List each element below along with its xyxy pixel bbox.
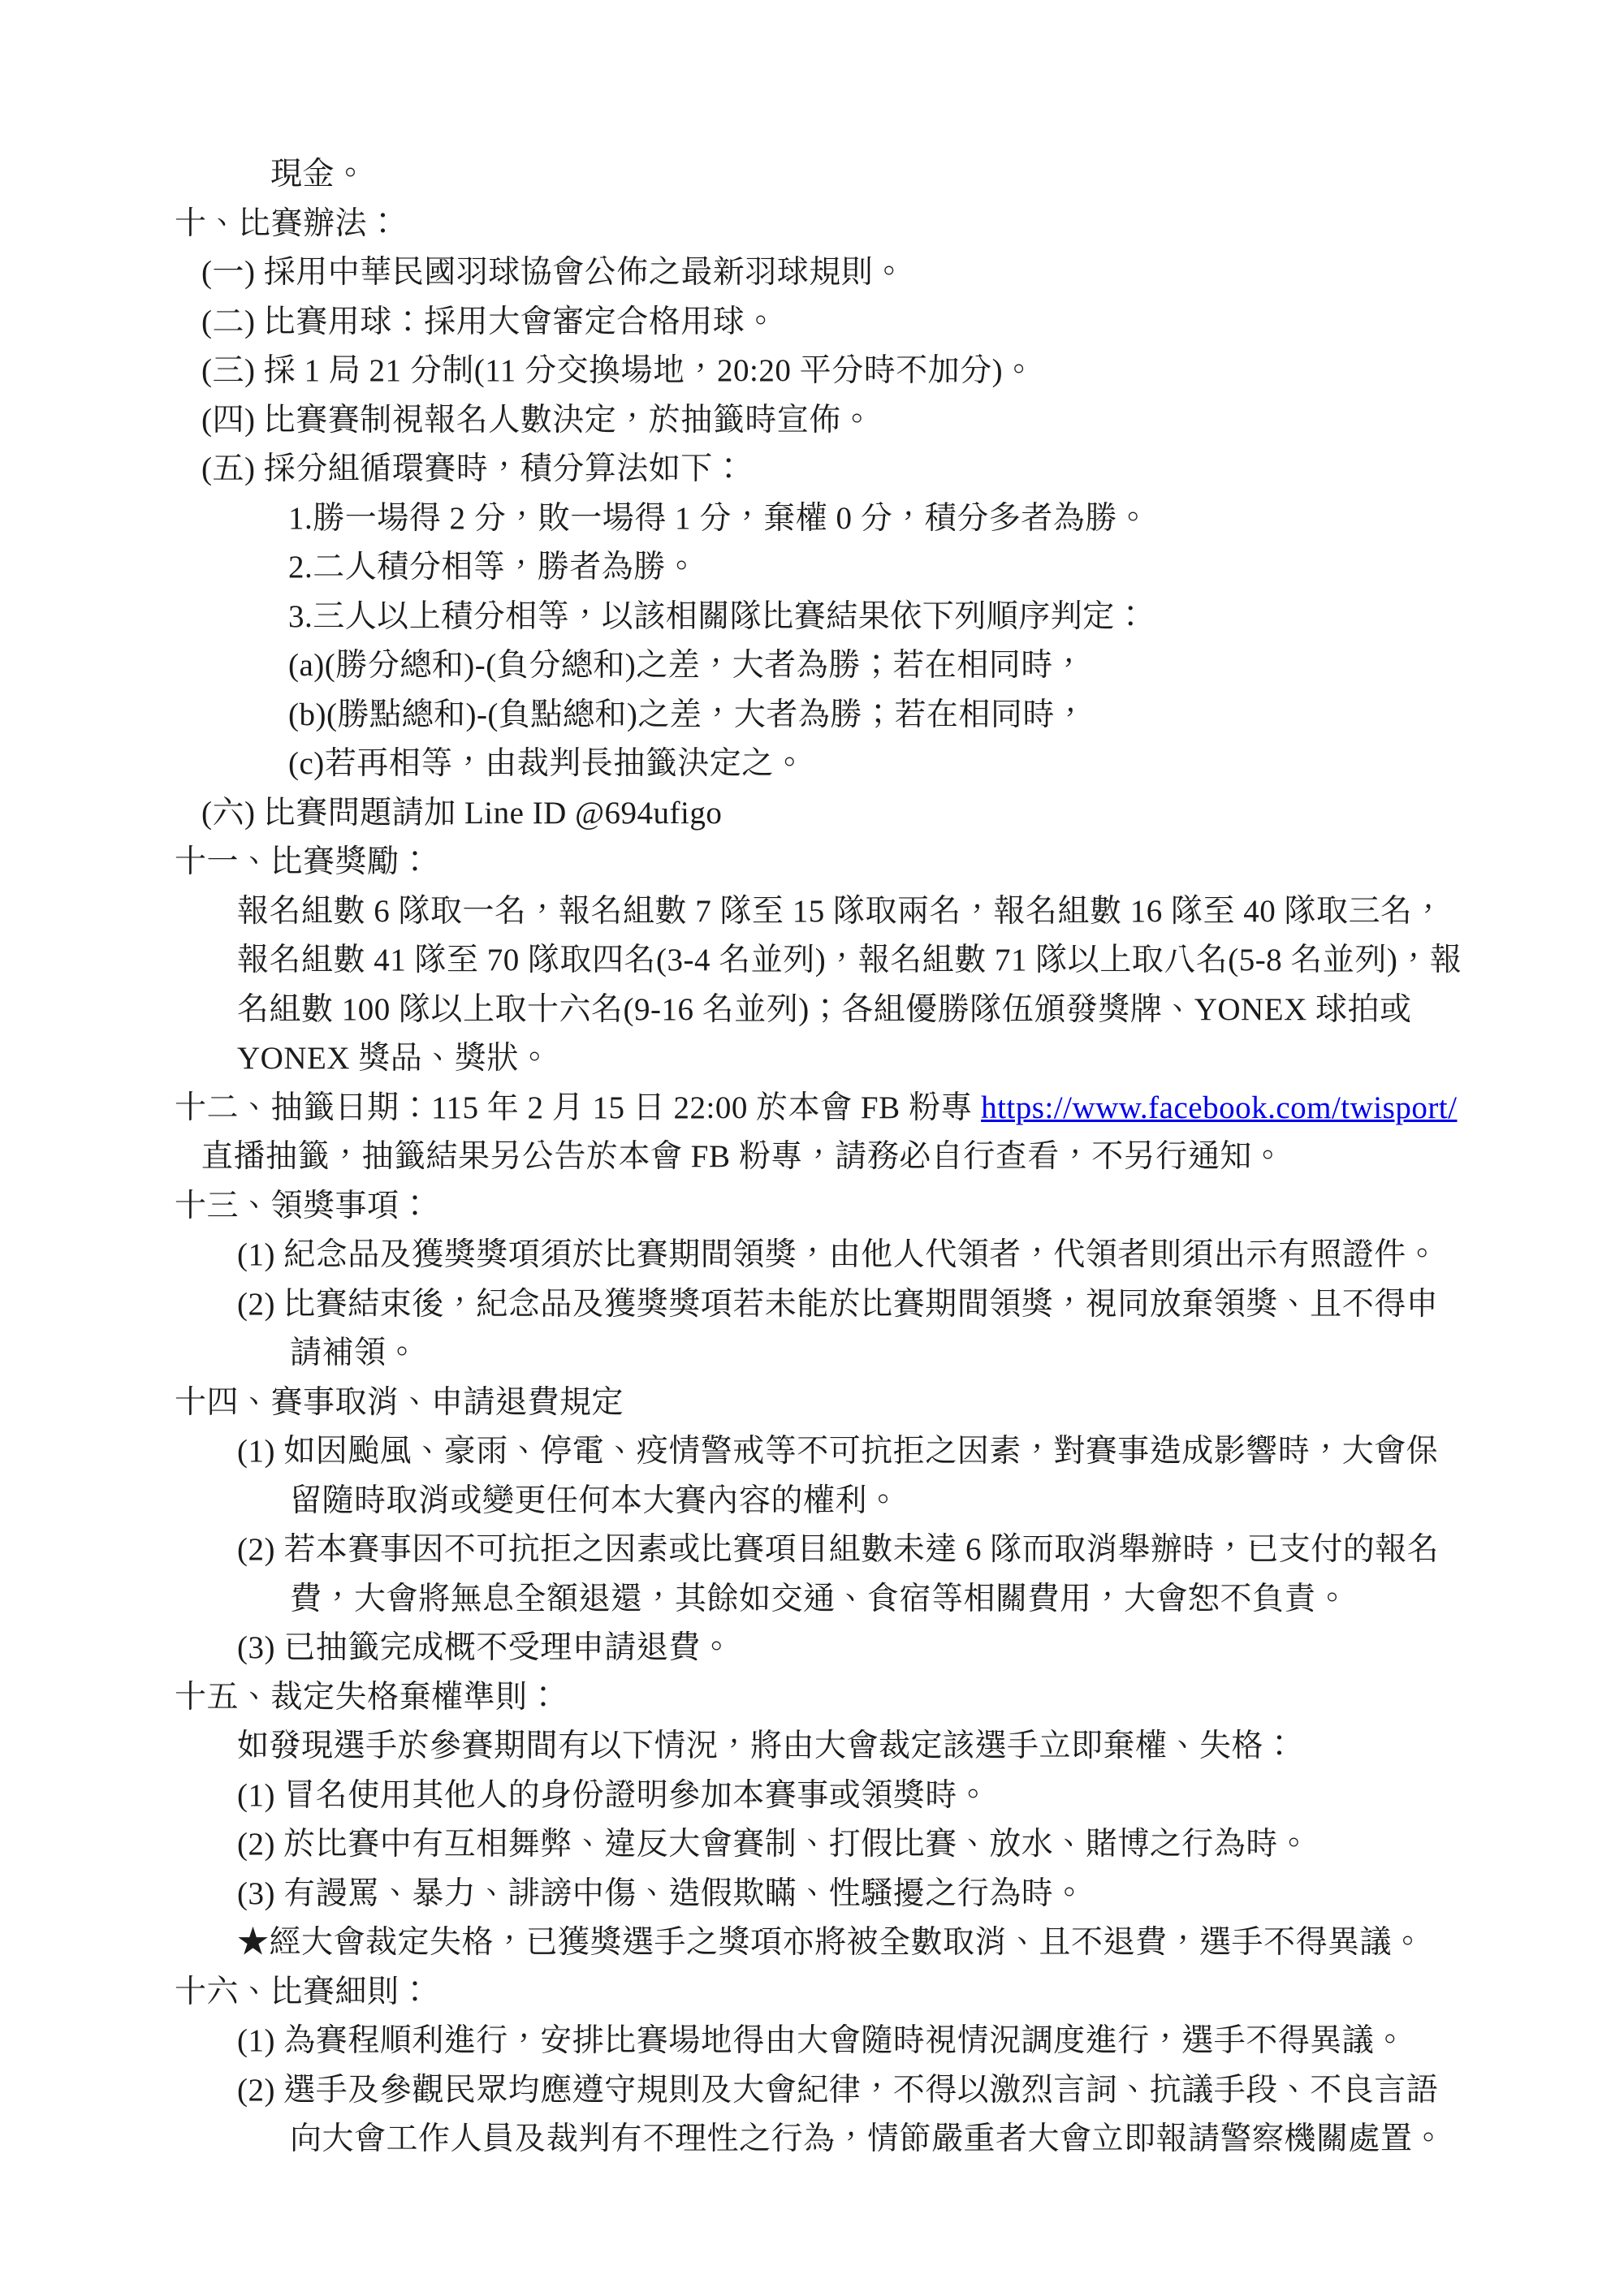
sec15-item-3: (3) 有謾罵、暴力、誹謗中傷、造假欺瞞、性騷擾之行為時。	[237, 1875, 1086, 1911]
sec10-item-1: (一) 採用中華民國羽球協會公佈之最新羽球規則。	[201, 255, 905, 290]
sec16-item-2-cont: 向大會工作人員及裁判有不理性之行為，情節嚴重者大會立即報請警察機關處置。	[290, 2121, 1445, 2156]
sec11-para-line-2: 報名組數 41 隊至 70 隊取四名(3-4 名並列)，報名組數 71 隊以上取八名(5-8 名並列)，報	[237, 943, 1462, 978]
sec15-heading: 十五、裁定失格棄權準則：	[175, 1679, 560, 1715]
sec10-item5-rule-3: 3.三人以上積分相等，以該相關隊比賽結果依下列順序判定：	[288, 598, 1147, 634]
sec12-heading-line	[0, 1084, 1624, 1133]
sec13-item-1: (1) 紀念品及獲獎獎項須於比賽期間領獎，由他人代領者，代領者則須出示有照證件。	[237, 1237, 1439, 1272]
sec10-item-4: (四) 比賽賽制視報名人數決定，於抽籤時宣佈。	[201, 402, 874, 438]
sec13-item-2: (2) 比賽結束後，紀念品及獲獎獎項若未能於比賽期間領獎，視同放棄領獎、且不得申	[237, 1286, 1439, 1322]
sec15-intro-line: 如發現選手於參賽期間有以下情況，將由大會裁定該選手立即棄權、失格：	[237, 1728, 1296, 1763]
sec10-item5-rule-3a: (a)(勝分總和)-(負分總和)之差，大者為勝；若在相同時，	[288, 648, 1086, 683]
sec16-item-1: (1) 為賽程順利進行，安排比賽場地得由大會隨時視情況調度進行，選手不得異議。	[237, 2023, 1406, 2058]
sec10-heading: 十、比賽辦法：	[175, 205, 400, 241]
cash-continuation-line: 現金。	[270, 157, 367, 192]
sec10-item5-rule-3b: (b)(勝點總和)-(負點總和)之差，大者為勝；若在相同時，	[288, 697, 1087, 732]
sec10-item5-rule-2: 2.二人積分相等，勝者為勝。	[288, 550, 698, 585]
sec15-item-1: (1) 冒名使用其他人的身份證明參加本賽事或領獎時。	[237, 1777, 990, 1813]
sec10-item5-rule-1: 1.勝一場得 2 分，敗一場得 1 分，棄權 0 分，積分多者為勝。	[288, 500, 1150, 536]
sec13-item-2-cont: 請補領。	[290, 1336, 419, 1370]
sec11-para-line-1: 報名組數 6 隊取一名，報名組數 7 隊至 15 隊取兩名，報名組數 16 隊至 40 隊取三名，	[237, 893, 1445, 929]
sec14-item-2: (2) 若本賽事因不可抗拒之因素或比賽項目組數未達 6 隊而取消舉辦時，已支付的報名	[237, 1532, 1440, 1567]
facebook-link[interactable]: https://www.facebook.com/twisport/	[981, 1090, 1458, 1125]
sec15-star-note: ★經大會裁定失格，已獲獎選手之獎項亦將被全數取消、且不退費，選手不得異議。	[237, 1925, 1424, 1960]
sec10-item-6: (六) 比賽問題請加 Line ID @694ufigo	[201, 795, 723, 831]
sec13-heading: 十三、領獎事項：	[175, 1188, 432, 1224]
sec11-para-line-3: 名組數 100 隊以上取十六名(9-16 名並列)；各組優勝隊伍頒發獎牌、YONEX 球拍或	[237, 991, 1412, 1027]
sec11-heading: 十一、比賽獎勵：	[175, 844, 432, 879]
sec15-item-2: (2) 於比賽中有互相舞弊、違反大會賽制、打假比賽、放水、賭博之行為時。	[237, 1827, 1311, 1862]
sec12-heading-text: 十二、抽籤日期：115 年 2 月 15 日 22:00 於本會 FB 粉專	[175, 1090, 982, 1125]
sec14-item-2-cont: 費，大會將無息全額退還，其餘如交通、食宿等相關費用，大會恕不負責。	[290, 1581, 1349, 1616]
sec10-item5-rule-3c: (c)若再相等，由裁判長抽籤決定之。	[288, 746, 806, 781]
sec10-item-5: (五) 採分組循環賽時，積分算法如下：	[201, 451, 745, 486]
sec12-continuation-line: 直播抽籤，抽籤結果另公告於本會 FB 粉專，請務必自行查看，不另行通知。	[201, 1139, 1285, 1174]
sec10-item-3: (三) 採 1 局 21 分制(11 分交換場地，20:20 平分時不加分)。	[201, 353, 1035, 388]
sec11-para-line-4: YONEX 獎品、獎狀。	[237, 1041, 551, 1076]
sec16-heading: 十六、比賽細則：	[175, 1974, 432, 2009]
sec14-item-1-cont: 留隨時取消或變更任何本大賽內容的權利。	[290, 1482, 900, 1518]
sec16-item-2: (2) 選手及參觀民眾均應遵守規則及大會紀律，不得以激烈言詞、抗議手段、不良言語	[237, 2072, 1439, 2108]
sec14-item-3: (3) 已抽籤完成概不受理申請退費。	[237, 1630, 733, 1665]
sec14-heading: 十四、賽事取消、申請退費規定	[175, 1384, 624, 1420]
sec14-item-1: (1) 如因颱風、豪雨、停電、疫情警戒等不可抗拒之因素，對賽事造成影響時，大會保	[237, 1434, 1439, 1469]
sec10-item-2: (二) 比賽用球：採用大會審定合格用球。	[201, 304, 777, 339]
